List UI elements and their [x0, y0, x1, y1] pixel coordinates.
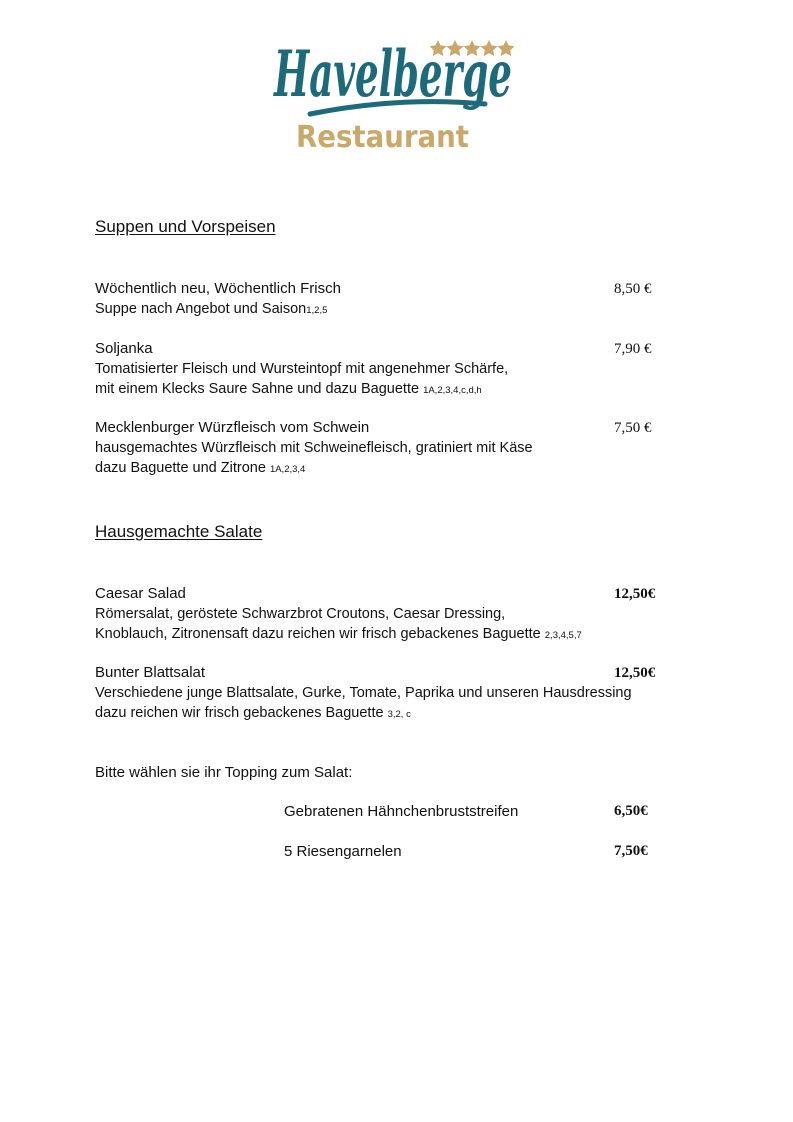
topping-price: 7,50€ — [614, 843, 648, 859]
menu-item-name: Caesar Salad — [95, 585, 186, 602]
allergen-codes: 1A,2,3,4 — [269, 464, 306, 475]
restaurant-logo — [270, 12, 522, 154]
topping-name: Gebratenen Hähnchenbruststreifen — [284, 803, 519, 820]
menu-item-price: 7,50 € — [614, 420, 652, 436]
logo-script-text: Havelberge — [272, 37, 512, 112]
menu-item — [95, 663, 665, 725]
topping-item — [284, 803, 664, 823]
menu-item — [95, 339, 665, 401]
allergen-codes: 1,2,5 — [306, 305, 328, 316]
menu-item-desc: Verschiedene junge Blattsalate, Gurke, Tomate, Paprika und unseren Hausdressing — [95, 685, 632, 701]
menu-item-name: Wöchentlich neu, Wöchentlich Frisch — [95, 280, 341, 297]
havelberge-logo-graphic — [270, 12, 522, 154]
allergen-codes: 1A,2,3,4,c,d,h — [423, 385, 482, 396]
topping-prompt: Bitte wählen sie ihr Topping zum Salat: — [95, 764, 353, 781]
menu-item — [95, 279, 665, 321]
menu-item-name: Soljanka — [95, 340, 153, 357]
menu-item-desc: Suppe nach Angebot und Saison1,2,5 — [95, 301, 328, 317]
allergen-codes: 3,2, c — [387, 709, 411, 720]
section-title-salads: Hausgemachte Salate — [95, 522, 263, 541]
menu-item-desc: Tomatisierter Fleisch und Wursteintopf mit angenehmer Schärfe, — [95, 361, 509, 377]
menu-item-price: 8,50 € — [614, 281, 652, 297]
topping-price: 6,50€ — [614, 803, 648, 819]
menu-item-desc: Römersalat, geröstete Schwarzbrot Croutons, Caesar Dressing, — [95, 606, 506, 622]
topping-name: 5 Riesengarnelen — [284, 843, 402, 860]
section-title-soups: Suppen und Vorspeisen — [95, 217, 276, 236]
menu-item-desc: hausgemachtes Würzfleisch mit Schweinefleisch, gratiniert mit Käse — [95, 440, 533, 456]
menu-item — [95, 584, 665, 646]
topping-item — [284, 843, 664, 863]
menu-item-price: 12,50€ — [614, 665, 656, 681]
logo-sub-text: Restaurant — [296, 120, 469, 155]
menu-item-desc: dazu Baguette und Zitrone 1A,2,3,4 — [95, 460, 306, 476]
menu-item-price: 7,90 € — [614, 341, 652, 357]
menu-item-price: 12,50€ — [614, 586, 656, 602]
menu-item-desc: mit einem Klecks Saure Sahne und dazu Baguette 1A,2,3,4,c,d,h — [95, 381, 482, 397]
menu-item-desc: Knoblauch, Zitronensaft dazu reichen wir frisch gebackenes Baguette 2,3,4,5,7 — [95, 626, 582, 642]
menu-item-name: Mecklenburger Würzfleisch vom Schwein — [95, 419, 370, 436]
menu-item-name: Bunter Blattsalat — [95, 664, 206, 681]
menu-item-desc: dazu reichen wir frisch gebackenes Baguette 3,2, c — [95, 705, 411, 721]
menu-item — [95, 418, 665, 480]
allergen-codes: 2,3,4,5,7 — [544, 630, 582, 641]
